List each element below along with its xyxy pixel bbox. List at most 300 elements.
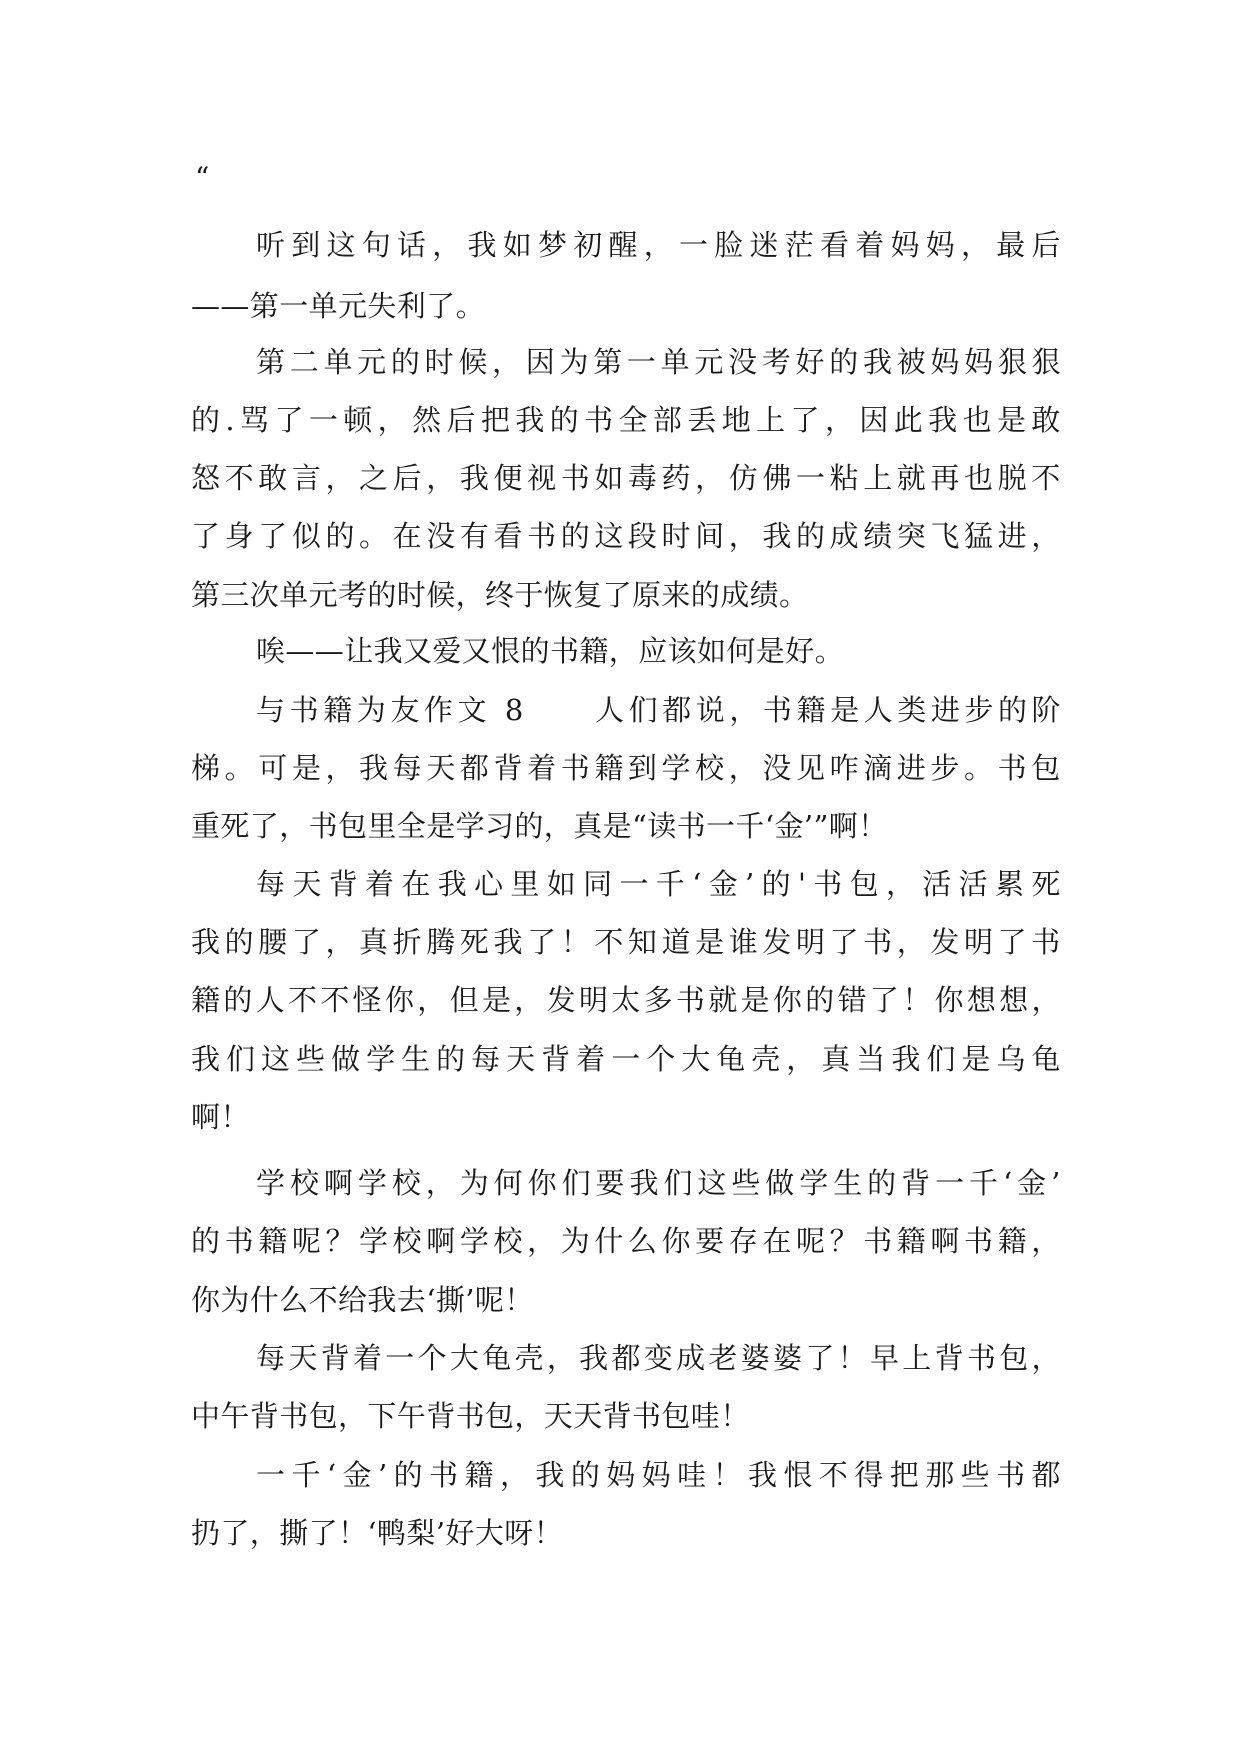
paragraph-line: 中午背书包，下午背书包，天天背书包哇！ (191, 1399, 750, 1433)
glyph: ’ (1051, 1166, 1061, 1200)
glyph: 活 (958, 867, 989, 901)
glyph: 被 (896, 345, 927, 379)
glyph: 一 (308, 403, 339, 437)
glyph: ， (885, 867, 916, 901)
paragraph-line: 重死了，书包里全是学习的，真是“读书一千‘金’”啊！ (191, 809, 888, 843)
glyph: 妈 (925, 228, 956, 262)
glyph: 早 (869, 1341, 900, 1375)
paragraph-line (256, 1455, 1061, 1495)
glyph: 生 (833, 1166, 863, 1200)
glyph: 飞 (930, 519, 960, 553)
glyph: 的 (393, 1458, 424, 1492)
glyph: 妈 (964, 345, 994, 379)
glyph: 一 (626, 345, 657, 379)
glyph: ’ (745, 867, 755, 901)
glyph: ， (728, 751, 759, 785)
glyph: 太 (611, 983, 641, 1017)
glyph: 我 (862, 345, 893, 379)
glyph: 些 (296, 1042, 326, 1076)
glyph: 书 (560, 461, 591, 495)
glyph: 书 (964, 1224, 994, 1258)
glyph: 的 (829, 345, 859, 379)
glyph: ， (325, 925, 355, 959)
glyph: 步 (964, 693, 994, 727)
glyph: 在 (762, 1224, 792, 1258)
glyph: 就 (896, 461, 927, 495)
glyph: 了 (191, 519, 221, 553)
glyph: ！ (712, 1458, 742, 1492)
glyph: 乌 (996, 1042, 1026, 1076)
glyph: 的 (867, 1166, 897, 1200)
glyph: 最 (996, 228, 1026, 262)
glyph: 二 (289, 345, 320, 379)
glyph: 啊 (930, 1224, 960, 1258)
paragraph-line: 啊！ (191, 1100, 250, 1134)
glyph: 的 (390, 345, 421, 379)
glyph: 明 (964, 925, 994, 959)
glyph: 书 (863, 1224, 893, 1258)
glyph: 友 (390, 693, 420, 727)
glyph: 妈 (606, 1458, 636, 1492)
glyph: 部 (652, 403, 683, 437)
glyph: 每 (471, 1042, 501, 1076)
glyph: 这 (697, 1166, 727, 1200)
glyph: 都 (662, 693, 692, 727)
glyph: 是 (695, 925, 725, 959)
glyph: 绩 (863, 519, 893, 553)
glyph: 你 (661, 1224, 691, 1258)
glyph: ， (1031, 1224, 1061, 1258)
glyph: 上 (902, 1341, 932, 1375)
glyph: 是 (830, 693, 860, 727)
glyph: 丢 (687, 403, 717, 437)
glyph: 是 (996, 403, 1027, 437)
glyph: 不 (224, 461, 255, 495)
glyph: 醒 (608, 228, 638, 262)
glyph: ， (325, 751, 355, 785)
glyph: 之 (359, 461, 389, 495)
glyph: 书 (429, 1458, 459, 1492)
glyph: 做 (331, 1042, 361, 1076)
glyph: 进 (896, 751, 927, 785)
glyph: 啊 (426, 1224, 456, 1258)
glyph: 元 (694, 345, 724, 379)
glyph: 我 (762, 519, 792, 553)
glyph: 猛 (964, 519, 994, 553)
paragraph-line: 你为什么不给我去‘撕’呢！ (191, 1283, 534, 1317)
glyph: 要 (595, 1166, 625, 1200)
glyph: 我 (535, 1458, 565, 1492)
glyph: 我 (928, 403, 958, 437)
glyph: ， (499, 1458, 530, 1492)
glyph: ， (325, 461, 355, 495)
glyph: 我 (437, 867, 468, 901)
glyph: 是 (291, 751, 322, 785)
glyph: 发 (930, 925, 960, 959)
glyph: 婆 (773, 1341, 803, 1375)
glyph: 金 (708, 867, 739, 901)
glyph: 什 (594, 1224, 624, 1258)
glyph: 是 (740, 983, 770, 1017)
glyph: ， (695, 461, 725, 495)
glyph: 个 (646, 1042, 676, 1076)
glyph: 折 (392, 925, 423, 959)
glyph: 的 (191, 403, 221, 437)
glyph: 后 (392, 461, 423, 495)
glyph (528, 690, 557, 730)
glyph: 一 (795, 461, 826, 495)
glyph: 。 (964, 751, 994, 785)
glyph: 变 (643, 1341, 674, 1375)
glyph: 金 (342, 1458, 372, 1492)
glyph: 言 (291, 461, 322, 495)
paragraph-line (191, 922, 1061, 962)
glyph: 学 (256, 1166, 286, 1200)
glyph: 上 (756, 403, 786, 437)
glyph: 错 (837, 983, 867, 1017)
glyph: 校 (392, 1224, 423, 1258)
glyph: 书 (1031, 925, 1061, 959)
glyph: ， (1031, 983, 1061, 1017)
glyph: 背 (901, 1166, 931, 1200)
glyph: 的 (224, 925, 255, 959)
glyph: 但 (449, 983, 480, 1017)
glyph: 在 (392, 519, 423, 553)
glyph: 一 (619, 867, 649, 901)
glyph: 妈 (641, 1458, 672, 1492)
glyph (561, 690, 590, 730)
glyph: 活 (922, 867, 952, 901)
glyph: 学 (359, 1224, 389, 1258)
glyph: 大 (681, 1042, 711, 1076)
glyph: 梦 (538, 228, 568, 262)
glyph: 真 (821, 1042, 851, 1076)
glyph: 毒 (627, 461, 658, 495)
glyph: 背 (493, 751, 523, 785)
glyph: ， (546, 1341, 577, 1375)
glyph: 了 (790, 403, 820, 437)
glyph: ' (797, 867, 807, 901)
glyph: 为 (560, 1224, 591, 1258)
glyph: 们 (628, 693, 659, 727)
glyph: 书 (966, 1341, 997, 1375)
glyph: 书 (527, 519, 557, 553)
glyph: 脱 (997, 461, 1028, 495)
glyph: 呢 (795, 1224, 826, 1258)
glyph: ， (527, 1224, 557, 1258)
glyph: 元 (357, 345, 387, 379)
glyph: 籍 (258, 1224, 288, 1258)
glyph: 把 (480, 403, 511, 437)
glyph: ， (961, 228, 991, 262)
glyph: 的 (997, 693, 1028, 727)
glyph: 听 (256, 228, 286, 262)
glyph: 累 (994, 867, 1025, 901)
glyph: 籍 (997, 1224, 1028, 1258)
glyph: 我 (459, 461, 490, 495)
glyph: 地 (721, 403, 752, 437)
glyph: 我 (579, 1341, 609, 1375)
glyph: ， (786, 1042, 816, 1076)
glyph: 学 (366, 1042, 396, 1076)
glyph: 如 (502, 228, 533, 262)
glyph: 作 (423, 693, 454, 727)
glyph: 一 (611, 1042, 641, 1076)
glyph: 了 (829, 925, 859, 959)
glyph: ‘ (1002, 1166, 1013, 1200)
glyph: 你 (772, 983, 803, 1017)
glyph: 8 (504, 693, 524, 727)
glyph: 谁 (728, 925, 759, 959)
glyph: 书 (289, 693, 319, 727)
glyph: 可 (258, 751, 288, 785)
paragraph-line (256, 342, 1061, 382)
glyph: 妈 (890, 228, 920, 262)
glyph: 背 (541, 1042, 571, 1076)
glyph: 佛 (762, 461, 792, 495)
glyph: 个 (417, 1341, 447, 1375)
glyph: 视 (527, 461, 557, 495)
glyph: 一 (935, 1166, 965, 1200)
glyph: 的 (436, 1042, 466, 1076)
glyph: 后 (446, 403, 476, 437)
glyph: 后 (1031, 228, 1061, 262)
glyph: 有 (459, 519, 490, 553)
glyph: 我 (891, 1042, 921, 1076)
glyph: 梯 (191, 751, 221, 785)
glyph: 哇 (677, 1458, 707, 1492)
glyph: 一 (679, 228, 709, 262)
glyph: 当 (856, 1042, 886, 1076)
glyph: 不 (287, 983, 318, 1017)
glyph: 着 (855, 228, 885, 262)
glyph: 籍 (464, 1458, 494, 1492)
glyph: 着 (365, 867, 395, 901)
glyph: 人 (863, 693, 894, 727)
paragraph-line (191, 400, 1061, 440)
glyph: 好 (795, 345, 825, 379)
glyph: 与 (256, 693, 286, 727)
glyph: 到 (627, 751, 658, 785)
glyph: 我 (191, 1042, 221, 1076)
paragraph-line (191, 980, 1061, 1020)
glyph: ！ (560, 925, 591, 959)
glyph: 背 (328, 867, 359, 901)
glyph: 书 (675, 983, 706, 1017)
glyph: 你 (384, 983, 415, 1017)
glyph: 狠 (1031, 345, 1061, 379)
glyph: 婆 (740, 1341, 771, 1375)
glyph: 的 (549, 403, 580, 437)
glyph: 咋 (829, 751, 859, 785)
glyph: 看 (493, 519, 523, 553)
glyph: 天 (426, 751, 456, 785)
glyph: 龟 (482, 1341, 512, 1375)
glyph: ， (377, 403, 408, 437)
glyph: 包 (999, 1341, 1029, 1375)
glyph: 发 (762, 925, 792, 959)
glyph: ， (1031, 519, 1061, 553)
glyph: 学 (459, 1224, 490, 1258)
glyph: 书 (224, 1224, 255, 1258)
glyph: 然 (412, 403, 442, 437)
paragraph-line: 唉——让我又爱又恨的书籍，应该如何是好。 (256, 634, 845, 668)
glyph: . (225, 403, 236, 437)
glyph: 。 (359, 519, 389, 553)
glyph: 籍 (191, 983, 221, 1017)
glyph: 籍 (594, 751, 624, 785)
glyph: 书 (997, 751, 1028, 785)
glyph: ！ (837, 1341, 868, 1375)
glyph: 一 (256, 1458, 286, 1492)
glyph: 生 (401, 1042, 431, 1076)
glyph: 腾 (426, 925, 456, 959)
glyph: 这 (594, 519, 624, 553)
glyph: ， (728, 519, 759, 553)
glyph: 便 (493, 461, 523, 495)
glyph: 做 (765, 1166, 795, 1200)
glyph: ？ (829, 1224, 859, 1258)
glyph: 死 (459, 925, 490, 959)
glyph: 一 (385, 1341, 415, 1375)
glyph: 候 (458, 345, 488, 379)
glyph: 的 (325, 519, 355, 553)
glyph: 了 (291, 925, 322, 959)
glyph: 我 (191, 925, 221, 959)
glyph: 因 (859, 403, 889, 437)
glyph: 天 (506, 1042, 536, 1076)
paragraph-line: 第三次单元考的时候，终于恢复了原来的成绩。 (191, 578, 809, 612)
glyph: 老 (708, 1341, 738, 1375)
glyph: 时 (661, 519, 691, 553)
glyph: 恨 (783, 1458, 813, 1492)
glyph: 我 (467, 228, 497, 262)
paragraph-line: 扔了，撕了！‘鸭梨’好大呀！ (191, 1516, 564, 1550)
glyph: 想 (966, 983, 997, 1017)
glyph: 单 (660, 345, 691, 379)
glyph: 的 (570, 1458, 601, 1492)
paragraph-line (256, 864, 1061, 904)
glyph: 千 (291, 1458, 321, 1492)
glyph: 要 (695, 1224, 725, 1258)
glyph: 那 (925, 1458, 955, 1492)
glyph: 想 (999, 983, 1029, 1017)
glyph: 金 (1017, 1166, 1047, 1200)
glyph: 真 (359, 925, 389, 959)
glyph: 不 (1031, 461, 1061, 495)
glyph: 们 (226, 1042, 256, 1076)
glyph: 都 (1031, 1458, 1061, 1492)
glyph: 进 (997, 519, 1028, 553)
glyph: 身 (224, 519, 255, 553)
glyph: 些 (731, 1166, 761, 1200)
glyph: 校 (493, 1224, 523, 1258)
glyph: 都 (611, 1341, 641, 1375)
glyph: 是 (961, 1042, 991, 1076)
glyph: 千 (655, 867, 686, 901)
glyph: 么 (627, 1224, 658, 1258)
glyph: 单 (323, 345, 353, 379)
glyph: 天 (292, 867, 322, 901)
glyph: 背 (934, 1341, 964, 1375)
glyph: 到 (291, 228, 321, 262)
glyph: 每 (392, 751, 423, 785)
glyph: ， (643, 228, 674, 262)
glyph: 考 (761, 345, 792, 379)
glyph: 这 (326, 228, 356, 262)
glyph: 了 (997, 925, 1028, 959)
glyph: 我 (515, 403, 545, 437)
glyph: ， (824, 403, 855, 437)
glyph: 狠 (997, 345, 1028, 379)
glyph: ， (425, 1166, 456, 1200)
glyph: 就 (708, 983, 738, 1017)
glyph: 上 (863, 461, 893, 495)
glyph: 不 (320, 983, 350, 1017)
glyph: 包 (849, 867, 879, 901)
glyph: 敢 (258, 461, 288, 495)
glyph: 骂 (240, 403, 270, 437)
glyph: 了 (869, 983, 900, 1017)
glyph: 的 (805, 983, 835, 1017)
glyph: 在 (401, 867, 431, 901)
glyph: 阶 (1031, 693, 1061, 727)
glyph: 壳 (751, 1042, 781, 1076)
glyph: ， (492, 345, 522, 379)
glyph: 些 (960, 1458, 991, 1492)
glyph: 千 (969, 1166, 999, 1200)
glyph: 段 (627, 519, 658, 553)
glyph: 书 (584, 403, 614, 437)
glyph: 说 (695, 693, 726, 727)
glyph: 都 (459, 751, 490, 785)
glyph: 的 (191, 1224, 221, 1258)
paragraph-line (256, 1338, 1061, 1378)
glyph: 没 (426, 519, 456, 553)
glyph: 的 (223, 983, 253, 1017)
glyph: 校 (695, 751, 725, 785)
glyph: 腰 (258, 925, 288, 959)
glyph: 明 (795, 925, 826, 959)
glyph: 似 (291, 519, 322, 553)
glyph: 籍 (896, 1224, 927, 1258)
glyph: 人 (595, 693, 625, 727)
glyph: 每 (256, 1341, 286, 1375)
glyph: 。 (224, 751, 255, 785)
opening-quote-mark: “ (195, 161, 210, 194)
glyph: 学 (799, 1166, 829, 1200)
paragraph-line (191, 1221, 1061, 1261)
paragraph-line (191, 748, 1061, 788)
glyph: 了 (258, 519, 288, 553)
glyph: 得 (854, 1458, 884, 1492)
glyph: 迷 (749, 228, 779, 262)
paragraph-line (191, 458, 1061, 498)
glyph: 们 (663, 1166, 693, 1200)
paragraph-line (256, 690, 1061, 730)
glyph: ， (417, 983, 447, 1017)
glyph: 校 (391, 1166, 422, 1200)
glyph: 明 (578, 983, 609, 1017)
glyph: 大 (449, 1341, 480, 1375)
glyph: 怒 (191, 461, 221, 495)
glyph (491, 690, 501, 730)
glyph: 了 (805, 1341, 835, 1375)
glyph: ‘ (692, 867, 702, 901)
glyph: 的 (761, 867, 791, 901)
glyph: 知 (627, 925, 658, 959)
glyph: 籍 (323, 693, 353, 727)
